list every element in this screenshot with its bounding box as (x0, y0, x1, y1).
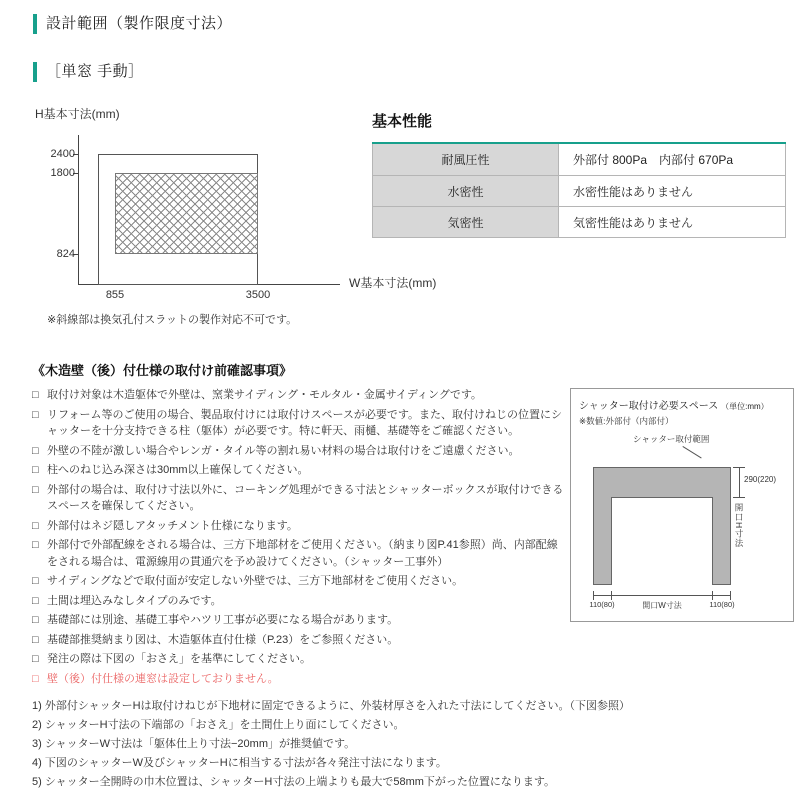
y-tick-1800: 1800 (50, 167, 75, 179)
dimension-tick (611, 591, 612, 600)
checkbox-icon: □ (32, 575, 39, 587)
chart-hatched-region (115, 173, 258, 254)
diagram-unit: （単位:mm） (721, 402, 769, 411)
checklist-item-warning (32, 671, 564, 688)
performance-table (372, 142, 786, 238)
opening-height-label: 開口H寸法 (734, 503, 744, 549)
footnote: 5) シャッター全開時の巾木位置は、シャッターH寸法の上端よりも最大で58mm下がった位置になります。 (32, 776, 556, 788)
checkbox-icon: □ (32, 389, 39, 401)
page-subtitle: ［単窓 手動］ (33, 62, 144, 82)
checkbox-icon: □ (32, 672, 39, 685)
checklist-title: 《木造壁（後）付仕様の取付け前確認事項》 (32, 363, 293, 378)
row-label: 耐風圧性 (373, 144, 559, 175)
diagram-title (579, 397, 785, 412)
checklist-item-text: 取付け対象は木造躯体で外壁は、窯業サイディング・モルタル・金属サイディングです。 (47, 389, 482, 401)
checklist-item-text: 基礎部には別途、基礎工事やハツリ工事が必要になる場合があります。 (47, 614, 399, 626)
x-tick-3500: 3500 (245, 289, 271, 301)
checklist-item-text: 土間は埋込みなしタイプのみです。 (47, 594, 222, 607)
checklist-item-text: 外部付で外部配線をされる場合は、三方下地部材をご使用ください。（納まり図P.41参照）尚、内部配線をされる場合は、電源線用の貫通穴を予め設けてください。（シャッター工事外） (47, 539, 558, 568)
checklist-item-text: 基礎部推奨納まり図は、木造躯体直付仕様（P.23）をご参照ください。 (47, 633, 399, 646)
table-row (372, 206, 786, 237)
checklist-item-text: 外部付はネジ隠しアタッチメント仕様になります。 (47, 519, 298, 532)
row-label: 気密性 (373, 207, 559, 237)
checklist-item (32, 612, 564, 629)
chart-y-axis-label: H基本寸法(mm) (35, 107, 120, 121)
checklist-item-text: 外壁の不陸が激しい場合やレンガ・タイル等の割れ易い材料の場合は取付けをご遠慮ください。 (47, 444, 520, 457)
row-value: 気密性能はありません (573, 215, 694, 230)
row-value: 水密性能はありません (573, 184, 694, 199)
checklist-item-text: 壁（後）付仕様の連窓は設定しておりません。 (47, 672, 279, 685)
checklist-item-text: 柱へのねじ込み深さは30mm以上確保してください。 (47, 464, 309, 476)
left-dimension: 110(80) (589, 600, 615, 609)
checklist-item (32, 573, 564, 590)
dimension-line-horizontal (593, 595, 731, 596)
table-row (372, 144, 786, 175)
checklist-item (32, 632, 564, 649)
checkbox-icon: □ (32, 444, 39, 457)
checklist-item (32, 593, 564, 610)
checklist-item-text: リフォーム等のご使用の場合、製品取付けには取付けスペースが必要です。また、取付けねじの位置にシャッターを十分支持できる柱（躯体）が必要です。特に軒天、雨樋、基礎等をご確認ください。 (47, 408, 563, 437)
footnote: 2) シャッターH寸法の下端部の「おさえ」を土間仕上り面にしてください。 (32, 719, 405, 731)
checklist-item (32, 651, 564, 668)
diagram-note: ※数値:外部付（内部付） (579, 416, 674, 426)
footnote: 4) 下図のシャッターW及びシャッターHに相当する寸法が各々発注寸法になります。 (32, 757, 447, 769)
checklist-item (32, 537, 564, 570)
y-tick-824: 824 (56, 248, 75, 260)
x-tick-855: 855 (105, 289, 125, 301)
footnotes (32, 698, 777, 793)
chart-x-axis-label: W基本寸法(mm) (349, 276, 437, 290)
performance-section-title: 基本性能 (372, 113, 433, 130)
top-dimension: 290(220) (744, 475, 777, 484)
right-dimension: 110(80) (709, 600, 735, 609)
footnote: 3) シャッターW寸法は「躯体仕上り寸法−20mm」が推奨値です。 (32, 738, 356, 750)
shutter-range-label: シャッター取付範囲 (633, 434, 710, 444)
dimension-tick (730, 591, 731, 600)
page-title: 設計範囲（製作限度寸法） (33, 14, 232, 34)
checklist-item (32, 443, 564, 460)
checklist-section (32, 360, 564, 690)
checklist-item-text: 発注の際は下図の「おさえ」を基準にしてください。 (47, 653, 311, 665)
dimension-tick (593, 591, 594, 600)
y-tick-2400: 2400 (50, 148, 75, 160)
checklist-item (32, 482, 564, 515)
footnote: 1) 外部付シャッターHは取付けねじが下地材に固定できるように、外装材厚さを入れた寸法にしてください。（下図参照） (32, 700, 631, 712)
dimension-line-vertical (739, 467, 740, 497)
checklist-item-text: 外部付の場合は、取付け寸法以外に、コーキング処理ができる寸法とシャッターボックスが取付けできるスペースを確保してください。 (47, 483, 564, 512)
diagram-title-text: シャッター取付け必要スペース (579, 401, 719, 412)
checklist-item-text: サイディングなどで取付面が安定しない外壁では、三方下地部材をご使用ください。 (47, 575, 464, 587)
checkbox-icon: □ (32, 539, 39, 551)
checkbox-icon: □ (32, 483, 39, 496)
row-label: 水密性 (373, 176, 559, 206)
installation-space-diagram (570, 388, 794, 622)
checklist-item (32, 407, 564, 440)
checkbox-icon: □ (32, 633, 39, 646)
checkbox-icon: □ (32, 519, 39, 532)
checkbox-icon: □ (32, 408, 39, 421)
checklist-item (32, 462, 564, 479)
checkbox-icon: □ (32, 594, 39, 607)
diagram-drawing (581, 453, 785, 617)
checkbox-icon: □ (32, 653, 39, 665)
table-row (372, 175, 786, 206)
opening-area (611, 497, 713, 585)
checkbox-icon: □ (32, 464, 39, 476)
dimension-tick (712, 591, 713, 600)
extension-line (733, 497, 745, 498)
checklist-item (32, 387, 564, 404)
row-value: 外部付 800Pa 内部付 670Pa (573, 153, 734, 167)
chart-note: ※斜線部は換気孔付スラットの製作対応不可です。 (47, 314, 298, 326)
checklist-item (32, 518, 564, 535)
checkbox-icon: □ (32, 614, 39, 626)
opening-width-label: 開口W寸法 (642, 601, 682, 610)
